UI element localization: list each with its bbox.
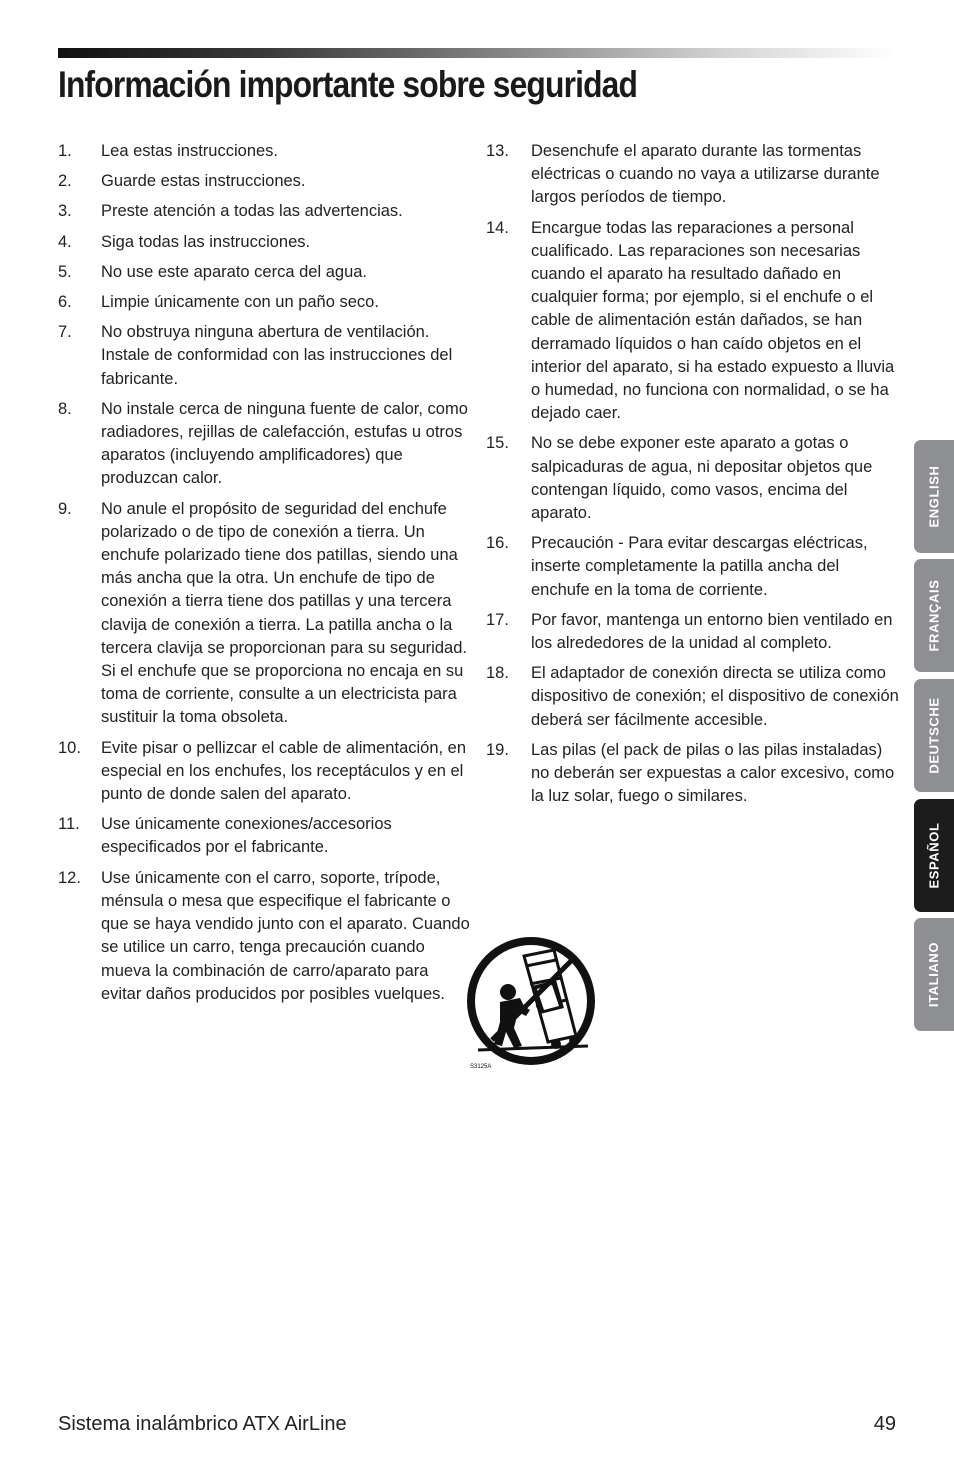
list-item: [58, 261, 470, 284]
list-item-text: Por favor, mantenga un entorno bien ventilado en los alrededores de la unidad al completo.: [531, 610, 893, 653]
list-item-text: Siga todas las instrucciones.: [101, 232, 311, 251]
list-item-text: Use únicamente conexiones/accesorios especificados por el fabricante.: [101, 815, 392, 857]
list-item-number: 7.: [58, 323, 72, 342]
list-item-number: 10.: [58, 738, 81, 757]
list-item: [486, 609, 902, 655]
list-item-number: 11.: [58, 815, 80, 834]
tab-deutsche-label: DEUTSCHE: [926, 697, 942, 774]
list-item-text: No obstruya ninguna abertura de ventilación. Instale de conformidad con las instrucciones del fabricante.: [101, 323, 453, 388]
list-item-text: No anule el propósito de seguridad del enchufe polarizado o de tipo de conexión a tierra. Un enchufe polarizado tiene dos patillas, siendo una más ancha que la otra. Un enchufe de tipo de conexión a tierra tiene dos patillas y una tercera clavija de conexión a tierra. La patilla ancha o la tercera clavija se proporcionan para su seguridad. Si el enchufe que se proporciona no encaja en su toma de corriente, consulte a un electricista para sustituir la toma obsoleta.: [101, 499, 467, 727]
list-item-number: 2.: [58, 172, 72, 191]
list-item-number: 1.: [58, 142, 72, 160]
list-item-number: 9.: [58, 499, 72, 518]
tab-francais[interactable]: [914, 559, 954, 672]
tab-francais-label: FRANÇAIS: [926, 579, 942, 652]
instructions-left-column: [58, 140, 470, 1013]
list-item: [58, 321, 470, 391]
footer-product-name: Sistema inalámbrico ATX AirLine: [58, 1413, 347, 1435]
list-item-number: 3.: [58, 202, 72, 221]
list-item: [486, 140, 902, 210]
page-title: Información importante sobre seguridad: [58, 64, 638, 105]
list-item-number: 8.: [58, 399, 72, 418]
instructions-right-column: [486, 140, 902, 815]
list-item: [58, 498, 470, 730]
list-item: [486, 662, 902, 732]
list-item-number: 18.: [486, 664, 509, 683]
list-item-text: No use este aparato cerca del agua.: [101, 262, 368, 281]
list-item-text: Guarde estas instrucciones.: [101, 172, 306, 191]
list-item: [58, 291, 470, 314]
list-item: [58, 200, 470, 223]
list-item-number: 6.: [58, 293, 72, 312]
list-item: [486, 432, 902, 525]
cart-symbol-code: S3125A: [470, 1064, 492, 1070]
list-item-text: Las pilas (el pack de pilas o las pilas instaladas) no deberán ser expuestas a calor excesivo, como la luz solar, fuego o similares.: [531, 740, 895, 806]
list-item-number: 13.: [486, 142, 509, 160]
list-item-text: Use únicamente con el carro, soporte, trípode, ménsula o mesa que especifique el fabricante o que se haya vendido junto con el aparato. Cuando se utilice un carro, tenga precaución cuando mueva la combinación de carro/aparato para evitar daños producidos por posibles vuelques.: [101, 868, 470, 1003]
list-item-text: Desenchufe el aparato durante las tormentas eléctricas o cuando no vaya a utilizarse durante largos períodos de tiempo.: [531, 142, 880, 207]
list-item: [486, 739, 902, 809]
instructions-list-left: [58, 140, 470, 1006]
list-item-text: Encargue todas las reparaciones a personal cualificado. Las reparaciones son necesarias cuando el aparato ha resultado dañado en cualquier forma; por ejemplo, si el enchufe o el cable de alimentación están dañados, se han derramado líquidos o han caído objetos en el interior del aparato, si ha estado expuesto a lluvia o humedad, no funciona con normalidad, o se ha dejado caer.: [531, 218, 895, 423]
tab-espanol[interactable]: [914, 799, 954, 912]
list-item: [58, 398, 470, 491]
list-item: [58, 170, 470, 193]
tab-deutsche[interactable]: [914, 679, 954, 792]
list-item: [58, 813, 470, 859]
list-item: [58, 867, 470, 1006]
list-item-number: 17.: [486, 610, 509, 629]
list-item-text: El adaptador de conexión directa se utiliza como dispositivo de conexión; el dispositivo de conexión deberá ser fácilmente accesible.: [531, 664, 899, 729]
list-item-text: Preste atención a todas las advertencias.: [101, 202, 403, 221]
list-item-number: 15.: [486, 434, 509, 453]
cart-tip-over-warning-icon: [464, 936, 598, 1070]
list-item: [486, 217, 902, 426]
page-number: 49: [873, 1413, 896, 1435]
list-item: [486, 532, 902, 602]
tab-english[interactable]: [914, 440, 954, 553]
tab-english-label: ENGLISH: [926, 465, 942, 528]
list-item-text: Evite pisar o pellizcar el cable de alimentación, en especial en los enchufes, los receptáculos y en el punto de donde salen del aparato.: [101, 738, 467, 804]
list-item: [58, 231, 470, 254]
list-item-text: Precaución - Para evitar descargas eléctricas, inserte completamente la patilla ancha del enchufe en la toma de corriente.: [531, 534, 868, 599]
list-item-number: 5.: [58, 262, 72, 281]
list-item-text: Lea estas instrucciones.: [101, 142, 279, 160]
list-item: [58, 737, 470, 807]
list-item: [58, 140, 470, 163]
tab-espanol-label: ESPAÑOL: [926, 822, 942, 889]
list-item-text: No instale cerca de ninguna fuente de calor, como radiadores, rejillas de calefacción, estufas u otros aparatos (incluyendo amplificadores) que produzcan calor.: [101, 399, 468, 488]
list-item-number: 14.: [486, 218, 509, 237]
list-item-number: 12.: [58, 868, 81, 887]
list-item-text: Limpie únicamente con un paño seco.: [101, 293, 379, 312]
header-gradient-bar: [58, 48, 896, 58]
tab-italiano[interactable]: [914, 918, 954, 1031]
list-item-number: 19.: [486, 740, 509, 759]
list-item-text: No se debe exponer este aparato a gotas o salpicaduras de agua, ni depositar objetos que contengan líquido, como vasos, encima del aparato.: [531, 434, 873, 523]
instructions-list-right: [486, 140, 902, 808]
list-item-number: 4.: [58, 232, 72, 251]
list-item-number: 16.: [486, 534, 509, 553]
tab-italiano-label: ITALIANO: [926, 941, 942, 1008]
